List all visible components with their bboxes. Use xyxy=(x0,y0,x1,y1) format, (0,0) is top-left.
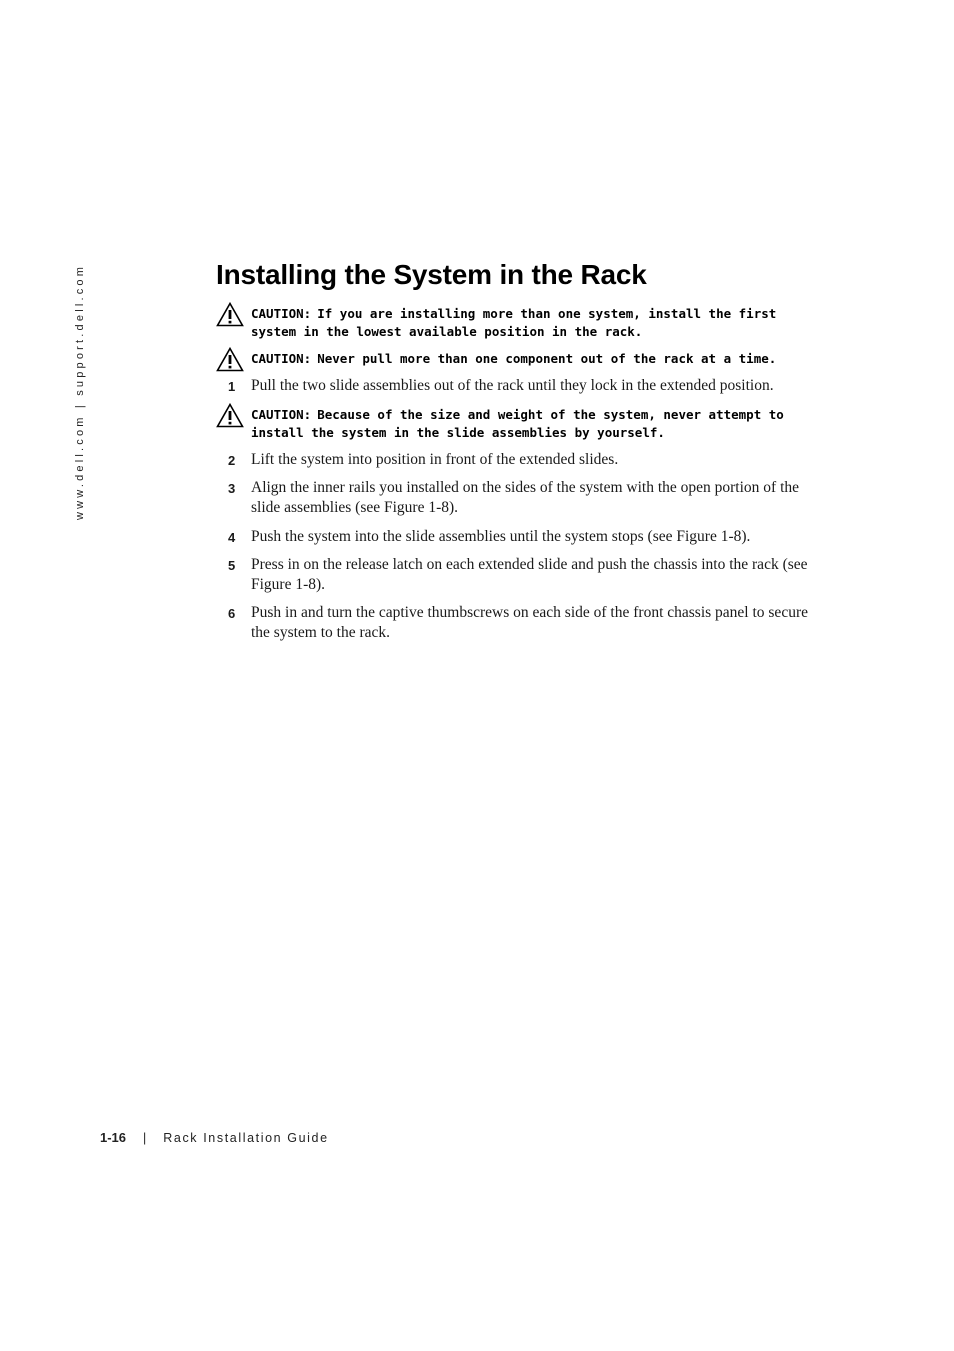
caution-note-1 xyxy=(216,305,826,341)
caution-label: CAUTION: xyxy=(251,306,312,321)
caution-triangle-icon xyxy=(216,302,244,327)
footer-separator: | xyxy=(143,1131,147,1145)
step-number: 2 xyxy=(228,453,236,468)
caution-text: If you are installing more than one system, install the first system in the lowest available position in the rack. xyxy=(251,306,777,339)
page-number: 1-16 xyxy=(100,1130,127,1145)
step-4 xyxy=(228,527,828,547)
step-3 xyxy=(228,478,828,518)
step-text: Lift the system into position in front of the extended slides. xyxy=(251,451,619,468)
step-text: Press in on the release latch on each extended slide and push the chassis into the rack (see Figure 1-8). xyxy=(251,556,808,593)
step-2 xyxy=(228,450,828,470)
step-text: Pull the two slide assemblies out of the rack until they lock in the extended position. xyxy=(251,377,774,394)
section-heading: Installing the System in the Rack xyxy=(216,259,647,290)
step-number: 1 xyxy=(228,379,236,394)
guide-title: Rack Installation Guide xyxy=(163,1131,329,1145)
caution-label: CAUTION: xyxy=(251,351,312,366)
caution-text: Because of the size and weight of the system, never attempt to install the system in the slide assemblies by yourself. xyxy=(251,407,784,440)
caution-triangle-icon xyxy=(216,403,244,428)
step-number: 6 xyxy=(228,606,236,621)
step-5 xyxy=(228,555,828,595)
caution-note-2 xyxy=(216,350,826,368)
step-number: 4 xyxy=(228,530,236,545)
caution-triangle-icon xyxy=(216,347,244,372)
step-text: Align the inner rails you installed on the sides of the system with the open portion of the slide assemblies (see Figure 1-8). xyxy=(251,479,800,516)
step-number: 5 xyxy=(228,558,236,573)
step-number: 3 xyxy=(228,481,236,496)
step-text: Push in and turn the captive thumbscrews on each side of the front chassis panel to secure the system to the rack. xyxy=(251,604,808,641)
page-footer xyxy=(100,1130,329,1145)
step-1 xyxy=(228,376,828,396)
caution-text: Never pull more than one component out of the rack at a time. xyxy=(317,351,777,366)
sidebar-url: www.dell.com | support.dell.com xyxy=(74,263,86,520)
step-text: Push the system into the slide assemblies until the system stops (see Figure 1-8). xyxy=(251,528,751,545)
step-6 xyxy=(228,603,828,643)
caution-note-3 xyxy=(216,406,826,442)
caution-label: CAUTION: xyxy=(251,407,312,422)
